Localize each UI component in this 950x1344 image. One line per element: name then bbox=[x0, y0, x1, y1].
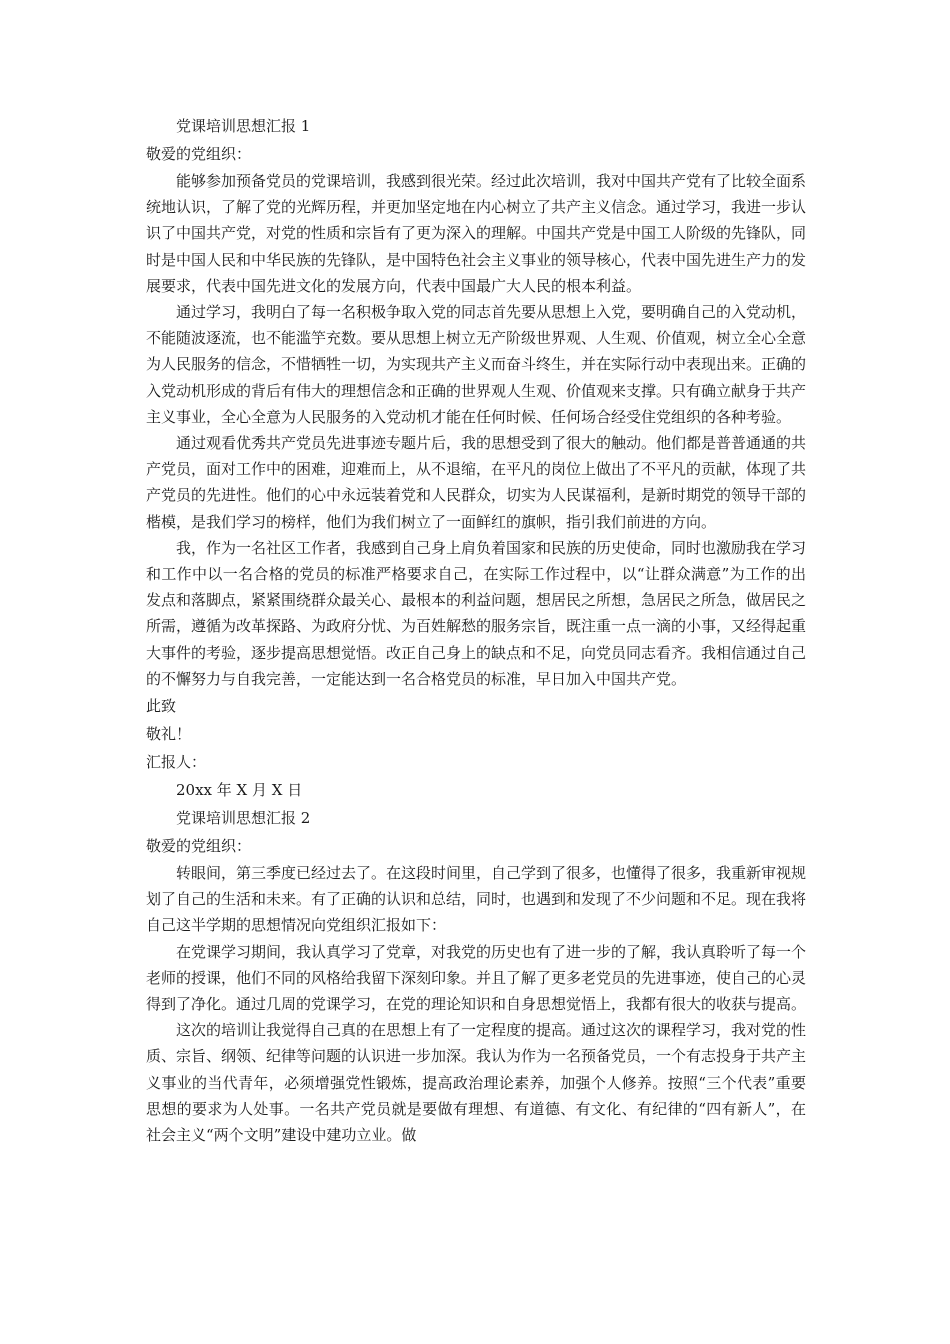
report-1-salutation: 敬爱的党组织： bbox=[146, 145, 252, 163]
report-1-paragraph-2: 通过学习，我明白了每一名积极争取入党的同志首先要从思想上入党，要明确自己的入党动机，不能随波逐流，也不能滥竽充数。要从思想上树立无产阶级世界观、人生观、价值观，树立全心全意为人民服务的信念，不惜牺牲一切，为实现共产主义而奋斗终生，并在实际行动中表现出来。正确的入党动机形成的背后有伟大的理想信念和正确的世界观人生观、价值观来支撑。只有确立献身于共产主义事业，全心全意为人民服务的入党动机才能在任何时候、任何场合经受住党组织的各种考验。 bbox=[146, 303, 807, 426]
report-2-paragraph-2: 在党课学习期间，我认真学习了党章，对我党的历史也有了进一步的了解，我认真聆听了每一个老师的授课，他们不同的风格给我留下深刻印象。并且了解了更多老党员的先进事迹，使自己的心灵得到了净化。通过几周的党课学习，在党的理论知识和自身思想觉悟上，我都有很大的收获与提高。 bbox=[146, 942, 807, 1014]
report-2-salutation: 敬爱的党组织： bbox=[146, 837, 252, 856]
report-1-date: 20xx 年 X 月 X 日 bbox=[176, 781, 303, 800]
report-1-closing-cizhi: 此致 bbox=[146, 697, 177, 716]
report-1-closing-jingli: 敬礼！ bbox=[146, 725, 192, 744]
report-2-title: 党课培训思想汇报 2 bbox=[176, 809, 311, 828]
document-page bbox=[146, 112, 806, 1148]
report-1-reporter: 汇报人： bbox=[146, 753, 207, 772]
report-1-title: 党课培训思想汇报 1 bbox=[176, 117, 311, 135]
report-2-paragraph-1: 转眼间，第三季度已经过去了。在这段时间里，自己学到了很多，也懂得了很多，我重新审视规划了自己的生活和未来。有了正确的认识和总结，同时，也遇到和发现了不少问题和不足。现在我将自己这半学期的思想情况向党组织汇报如下： bbox=[146, 864, 807, 935]
report-1-paragraph-1: 能够参加预备党员的党课培训，我感到很光荣。经过此次培训，我对中国共产党有了比较全面系统地认识，了解了党的光辉历程，并更加坚定地在内心树立了共产主义信念。通过学习，我进一步认识了中国共产党，对党的性质和宗旨有了更为深入的理解。中国共产党是中国工人阶级的先锋队，同时是中国人民和中华民族的先锋队，是中国特色社会主义事业的领导核心，代表中国先进生产力的发展要求，代表中国先进文化的发展方向，代表中国最广大人民的根本利益。 bbox=[146, 172, 807, 295]
report-1-paragraph-3: 通过观看优秀共产党员先进事迹专题片后，我的思想受到了很大的触动。他们都是普普通通的共产党员，面对工作中的困难，迎难而上，从不退缩，在平凡的岗位上做出了不平凡的贡献，体现了共产党员的先进性。他们的心中永远装着党和人民群众，切实为人民谋福利，是新时期党的领导干部的楷模，是我们学习的榜样，他们为我们树立了一面鲜红的旗帜，指引我们前进的方向。 bbox=[146, 434, 807, 531]
report-1-paragraph-4: 我，作为一名社区工作者，我感到自己身上肩负着国家和民族的历史使命，同时也激励我在学习和工作中以一名合格的党员的标准严格要求自己，在实际工作过程中，以“让群众满意”为工作的出发点和落脚点，紧紧围绕群众最关心、最根本的利益问题，想居民之所想，急居民之所急，做居民之所需，遵循为改革探路、为政府分忧、为百姓解愁的服务宗旨，既注重一点一滴的小事，又经得起重大事件的考验，逐步提高思想觉悟。改正自己身上的缺点和不足，向党员同志看齐。我相信通过自己的不懈努力与自我完善，一定能达到一名合格党员的标准，早日加入中国共产党。 bbox=[146, 538, 807, 688]
report-2-paragraph-3: 这次的培训让我觉得自己真的在思想上有了一定程度的提高。通过这次的课程学习，我对党的性质、宗旨、纲领、纪律等问题的认识进一步加深。我认为作为一名预备党员，一个有志投身于共产主义事业的当代青年，必须增强党性锻炼，提高政治理论素养，加强个人修养。按照“三个代表”重要思想的要求为人处事。一名共产党员就是要做有理想、有道德、有文化、有纪律的“四有新人”，在社会主义“两个文明”建设中建功立业。做 bbox=[146, 1021, 807, 1145]
